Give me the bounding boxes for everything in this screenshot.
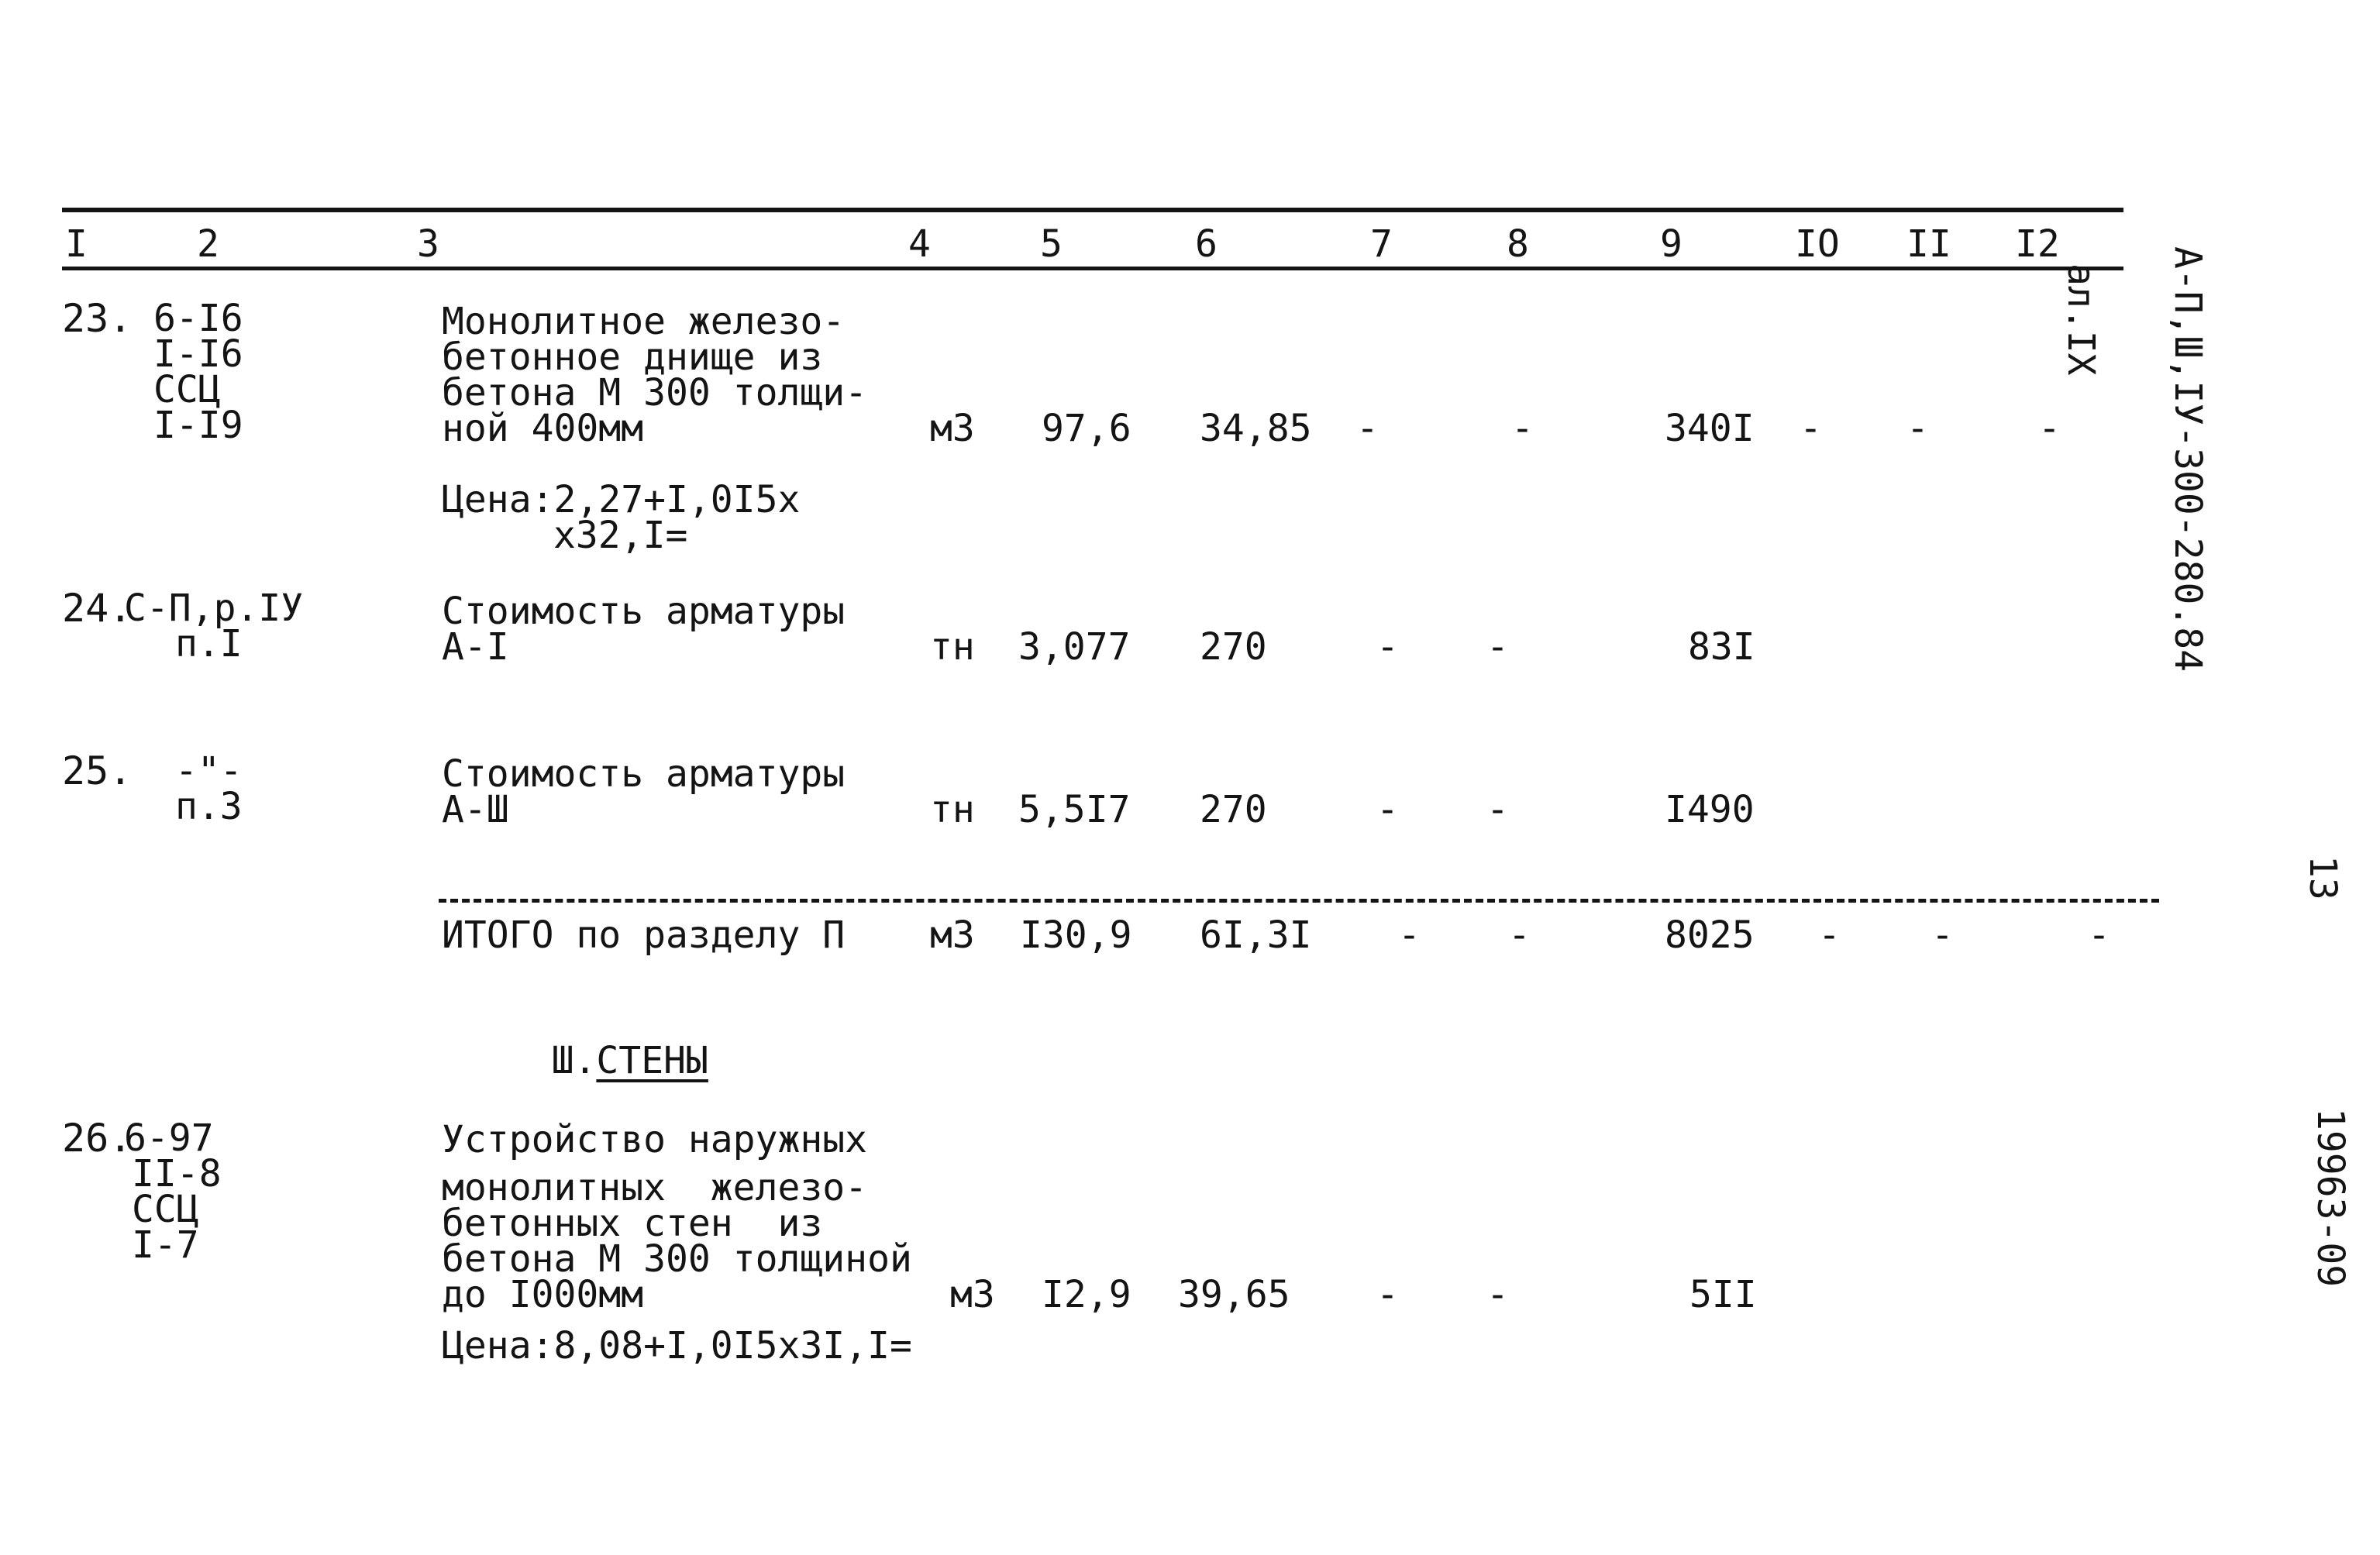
- col7-cell: -: [1398, 913, 1421, 957]
- norm-code-line: I-7: [132, 1223, 199, 1267]
- total-cost-cell: 340I: [1665, 407, 1755, 450]
- row-number: 23.: [62, 296, 133, 341]
- subtotal-dashed-separator: [439, 899, 2159, 903]
- norm-code-line: С-П,р.IУ: [124, 587, 304, 630]
- header-col-5: 5: [1040, 222, 1063, 266]
- header-col-3: 3: [417, 222, 439, 266]
- col7-cell: -: [1376, 1273, 1399, 1316]
- description-line: монолитных железо-: [442, 1166, 868, 1209]
- description-line: бетонное днище из: [442, 335, 823, 379]
- col8-cell: -: [1486, 788, 1509, 831]
- description-line: Монолитное железо-: [442, 300, 846, 343]
- description-line: А-I: [442, 625, 509, 669]
- total-cost-cell: 8025: [1665, 913, 1755, 957]
- price-note-line: Цена:2,27+I,0I5x: [442, 478, 801, 521]
- description-line: бетона М 300 толщиной: [442, 1237, 912, 1281]
- price-note-line: Цена:8,08+I,0I5x3I,I=: [442, 1324, 912, 1368]
- section-heading-title: СТЕНЫ: [596, 1039, 708, 1082]
- norm-code-line: п.I: [175, 622, 243, 666]
- unit-price-cell: 270: [1200, 625, 1267, 669]
- col10-cell: -: [1800, 407, 1822, 450]
- unit-cell: м3: [950, 1273, 995, 1316]
- col12-cell: -: [2038, 407, 2061, 450]
- row-number: 25.: [62, 748, 133, 793]
- description-line: до I000мм: [442, 1273, 644, 1316]
- col12-cell: -: [2088, 913, 2110, 957]
- unit-price-cell: 39,65: [1178, 1273, 1290, 1316]
- subtotal-label: ИТОГО по разделу П: [442, 913, 846, 957]
- inventory-number: 19963-09: [2309, 1108, 2352, 1288]
- quantity-cell: I30,9: [1020, 913, 1132, 957]
- col8-cell: -: [1486, 1273, 1509, 1316]
- description-line: Стоимость арматуры: [442, 590, 846, 633]
- total-cost-cell: 83I: [1688, 625, 1755, 669]
- header-col-8: 8: [1507, 222, 1529, 266]
- col7-cell: -: [1356, 407, 1379, 450]
- page-number: 13: [2301, 855, 2344, 900]
- col8-cell: -: [1486, 625, 1509, 669]
- norm-code-line: II-8: [132, 1152, 222, 1195]
- table-top-rule: [62, 208, 2123, 212]
- header-bottom-rule: [62, 267, 2123, 270]
- col7-cell: -: [1376, 625, 1399, 669]
- col7-cell: -: [1376, 788, 1399, 831]
- header-col-12: I2: [2015, 222, 2060, 266]
- unit-cell: м3: [930, 407, 975, 450]
- price-note-line: x32,I=: [553, 514, 688, 557]
- header-col-10: IO: [1795, 222, 1840, 266]
- description-line: А-Ш: [442, 788, 509, 831]
- row-number: 26.: [62, 1116, 133, 1161]
- col8-cell: -: [1508, 913, 1531, 957]
- norm-code-line: 6-I6: [153, 297, 243, 340]
- col8-cell: -: [1511, 407, 1534, 450]
- header-col-9: 9: [1660, 222, 1683, 266]
- norm-code-line: п.3: [175, 785, 243, 828]
- norm-code-line: I-I6: [153, 332, 243, 376]
- col11-cell: -: [1906, 407, 1929, 450]
- quantity-cell: I2,9: [1042, 1273, 1131, 1316]
- header-col-2: 2: [197, 222, 219, 266]
- section-heading-prefix: Ш.: [551, 1039, 597, 1082]
- unit-cell: тн: [930, 625, 975, 669]
- description-line: бетонных стен из: [442, 1202, 823, 1245]
- norm-code-line: ССЦ: [153, 368, 221, 411]
- description-line: ной 400мм: [442, 407, 644, 450]
- norm-code-line: 6-97: [124, 1116, 214, 1160]
- unit-price-cell: 6I,3I: [1200, 913, 1312, 957]
- header-col-11: II: [1906, 222, 1951, 266]
- unit-cell: тн: [930, 788, 975, 831]
- row-number: 24.: [62, 586, 133, 631]
- col10-cell: -: [1818, 913, 1841, 957]
- quantity-cell: 5,5I7: [1018, 788, 1131, 831]
- total-cost-cell: 5II: [1689, 1273, 1757, 1316]
- quantity-cell: 3,077: [1018, 625, 1131, 669]
- description-line: Устройство наружных: [442, 1118, 868, 1161]
- header-col-6: 6: [1195, 222, 1218, 266]
- quantity-cell: 97,6: [1042, 407, 1131, 450]
- description-line: бетона М 300 толщи-: [442, 371, 868, 415]
- header-col-1: I: [65, 222, 88, 266]
- norm-code-line: -"-: [175, 749, 243, 793]
- norm-code-line: ССЦ: [132, 1188, 199, 1231]
- header-col-4: 4: [908, 222, 931, 266]
- document-code-line1: А-П,Ш,IУ-300-280.84: [2166, 246, 2210, 673]
- document-code-margin: [1992, 246, 2277, 672]
- unit-cell: м3: [930, 913, 975, 957]
- unit-price-cell: 34,85: [1200, 407, 1312, 450]
- col11-cell: -: [1931, 913, 1954, 957]
- unit-price-cell: 270: [1200, 788, 1267, 831]
- document-code-line2: ал.IХ: [2059, 263, 2103, 376]
- section-heading: [462, 1007, 708, 1114]
- description-line: Стоимость арматуры: [442, 752, 846, 796]
- header-col-7: 7: [1370, 222, 1393, 266]
- norm-code-line: I-I9: [153, 404, 243, 447]
- total-cost-cell: I490: [1665, 788, 1755, 831]
